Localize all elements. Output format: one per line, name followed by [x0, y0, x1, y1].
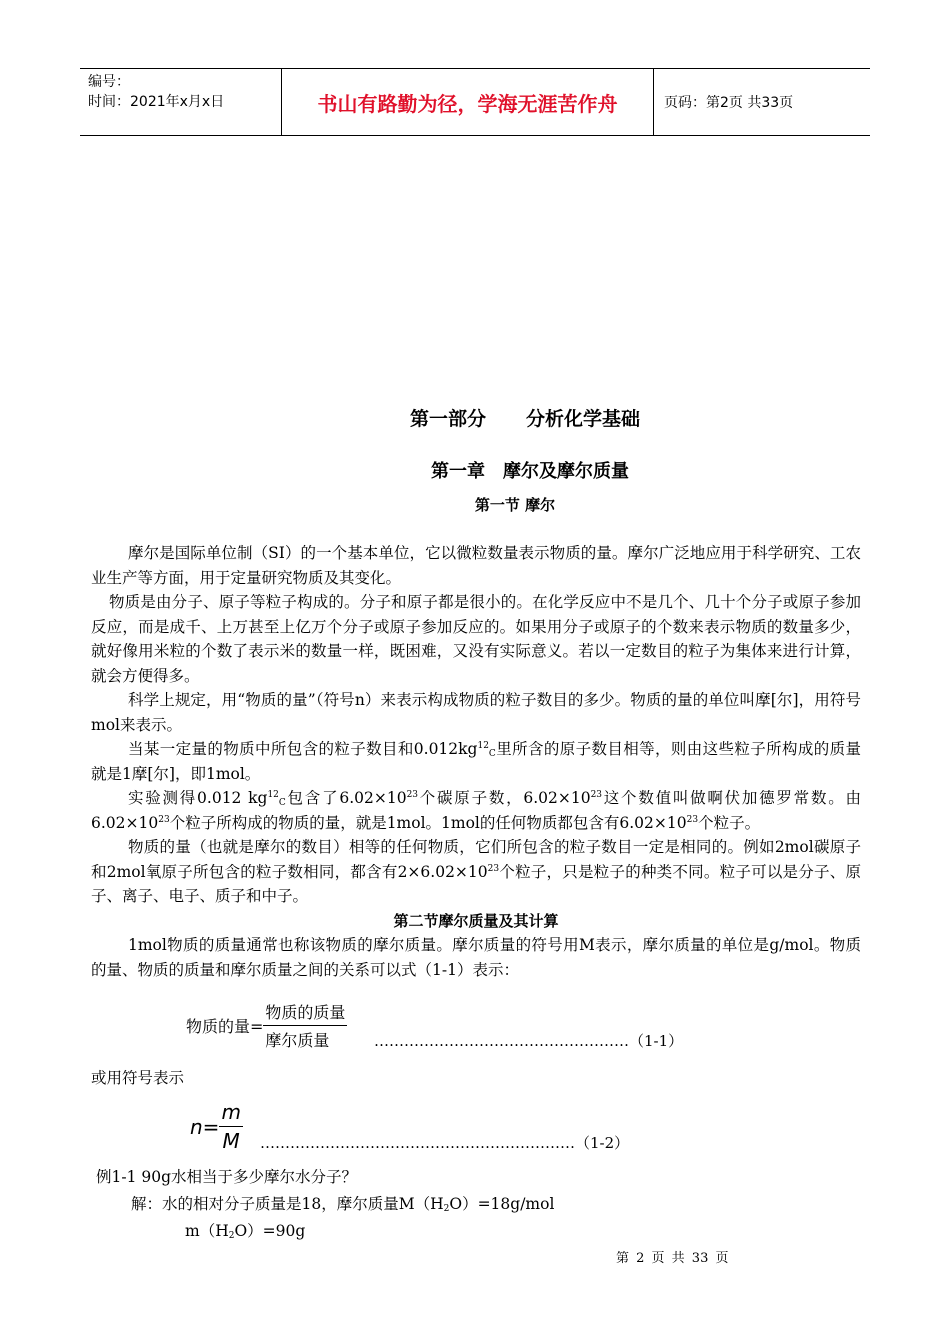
p4-text-b: 里所含的原子数目相等，则由这些粒子所构成的质量就是1摩[尔]，即1mol。 [91, 740, 861, 783]
p5-text-c: 个碳原子数，6.02×10 [418, 789, 591, 807]
paragraph-7: 1mol物质的质量通常也称该物质的摩尔质量。摩尔质量的符号用M表示，摩尔质量的单位是g/mol。物质的量、物质的质量和摩尔质量之间的关系可以式（1-1）表示： [91, 936, 861, 979]
part-title [0, 404, 950, 431]
formula-1-fraction [263, 1000, 347, 1051]
formula-1-denominator: 摩尔质量 [265, 1031, 330, 1050]
formula-1-dots: ……………………………………………（1-1） [374, 1032, 684, 1050]
example-solution-line [96, 1191, 554, 1218]
or-symbol-label: 或用符号表示 [91, 1069, 185, 1087]
formula-1-2 [190, 1100, 243, 1153]
paragraph-4 [91, 737, 861, 786]
p6-sup: 23 [487, 863, 500, 874]
p5-sup-4: 23 [158, 814, 170, 825]
p5-sub-1: C [278, 798, 286, 808]
page-header [80, 68, 870, 136]
page-footer: 第 2 页 共 33 页 [616, 1251, 729, 1266]
formula-2-dots: ………………………………………………………（1-2） [260, 1134, 630, 1152]
example-l2-b: O）=18g/mol [449, 1195, 555, 1213]
formula-2-denominator: M [222, 1129, 240, 1153]
example-l3-sub: 2 [228, 1231, 235, 1241]
formula-2-lhs: n= [190, 1114, 220, 1139]
p5-sup-5: 23 [686, 814, 699, 825]
example-l2-sub: 2 [443, 1204, 450, 1214]
paragraph-2: 物质是由分子、原子等粒子构成的。分子和原子都是很小的。在化学反应中不是几个、几十个分子或原子参加反应，而是成千、上万甚至上亿万个分子或原子参加反应的。如果用分子或原子的个数来表示物质的数量多少，就好像用米粒的个数了表示米的数量一样，既困难，又没有实际意义。若以一定数目的粒子为集体来进行计算，就会方便得多。 [91, 593, 861, 685]
paragraph-6 [91, 835, 861, 909]
header-time-label: 时间：2021年x月x日 [88, 94, 225, 110]
p4-sub: C [488, 749, 496, 759]
p5-sup-3: 23 [590, 790, 603, 800]
section-title-1: 第一节 摩尔 [474, 496, 556, 514]
paragraph-3: 科学上规定，用“物质的量”（符号n）来表示构成物质的粒子数目的多少。物质的量的单位叫摩[尔]，用符号mol来表示。 [91, 691, 861, 734]
chapter-title: 第一章 摩尔及摩尔质量 [431, 461, 629, 482]
p5-sup-1: 12 [267, 790, 279, 800]
p5-text-f: 个粒子。 [698, 813, 761, 832]
example-mass-line [96, 1218, 554, 1245]
example-l2-a: 解：水的相对分子质量是18，摩尔质量M（H [131, 1195, 444, 1213]
formula-1-1 [186, 1000, 347, 1051]
paragraph-5 [91, 786, 861, 835]
paragraph-1: 摩尔是国际单位制（SI）的一个基本单位，它以微粒数量表示物质的量。摩尔广泛地应用于科学研究、工农业生产等方面，用于定量研究物质及其变化。 [91, 544, 861, 587]
p5-text-d: 这个数值叫做啊伏加德罗常数。由6.02×10 [91, 789, 861, 832]
example-question: 例1-1 90g水相当于多少摩尔水分子？ [96, 1168, 358, 1186]
body-text [91, 541, 861, 982]
p6-text-b: 个粒子，只是粒子的种类不同。粒子可以是分子、原子、离子、电子、质子和中子。 [91, 862, 861, 905]
header-page-info: 页码：第2页 共33页 [664, 95, 794, 111]
part-title-a: 第一部分 [409, 408, 486, 430]
p5-text-a: 实验测得0.012 kg [128, 789, 268, 807]
section-title-2: 第二节摩尔质量及其计算 [393, 911, 559, 930]
formula-2-numerator: m [219, 1100, 242, 1127]
example-1-1 [96, 1164, 554, 1245]
p5-sup-2: 23 [406, 790, 419, 800]
formula-2-fraction [219, 1100, 242, 1153]
example-l3-a: m（H [185, 1222, 229, 1240]
p5-text-e: 个粒子所构成的物质的量，就是1mol。1mol的任何物质都包含有6.02×10 [169, 813, 687, 832]
header-meta [80, 69, 282, 135]
header-number-label: 编号： [88, 74, 130, 90]
header-motto: 书山有路勤为径，学海无涯苦作舟 [282, 69, 654, 135]
formula-1-lhs: 物质的量= [186, 1017, 264, 1036]
p6-text-a: 物质的量（也就是摩尔的数目）相等的任何物质，它们所包含的粒子数目一定是相同的。例如2mol碳原子和2mol氧原子所包含的粒子数相同，都含有2×6.02×10 [91, 838, 861, 881]
example-l3-b: O）=90g [234, 1222, 306, 1240]
p4-sup: 12 [477, 741, 489, 751]
part-title-b: 分析化学基础 [526, 408, 641, 430]
p5-text-b: 包含了6.02×10 [285, 789, 407, 807]
formula-1-numerator: 物质的质量 [263, 1000, 347, 1026]
p4-text-a: 当某一定量的物质中所包含的粒子数目和0.012kg [128, 740, 478, 758]
